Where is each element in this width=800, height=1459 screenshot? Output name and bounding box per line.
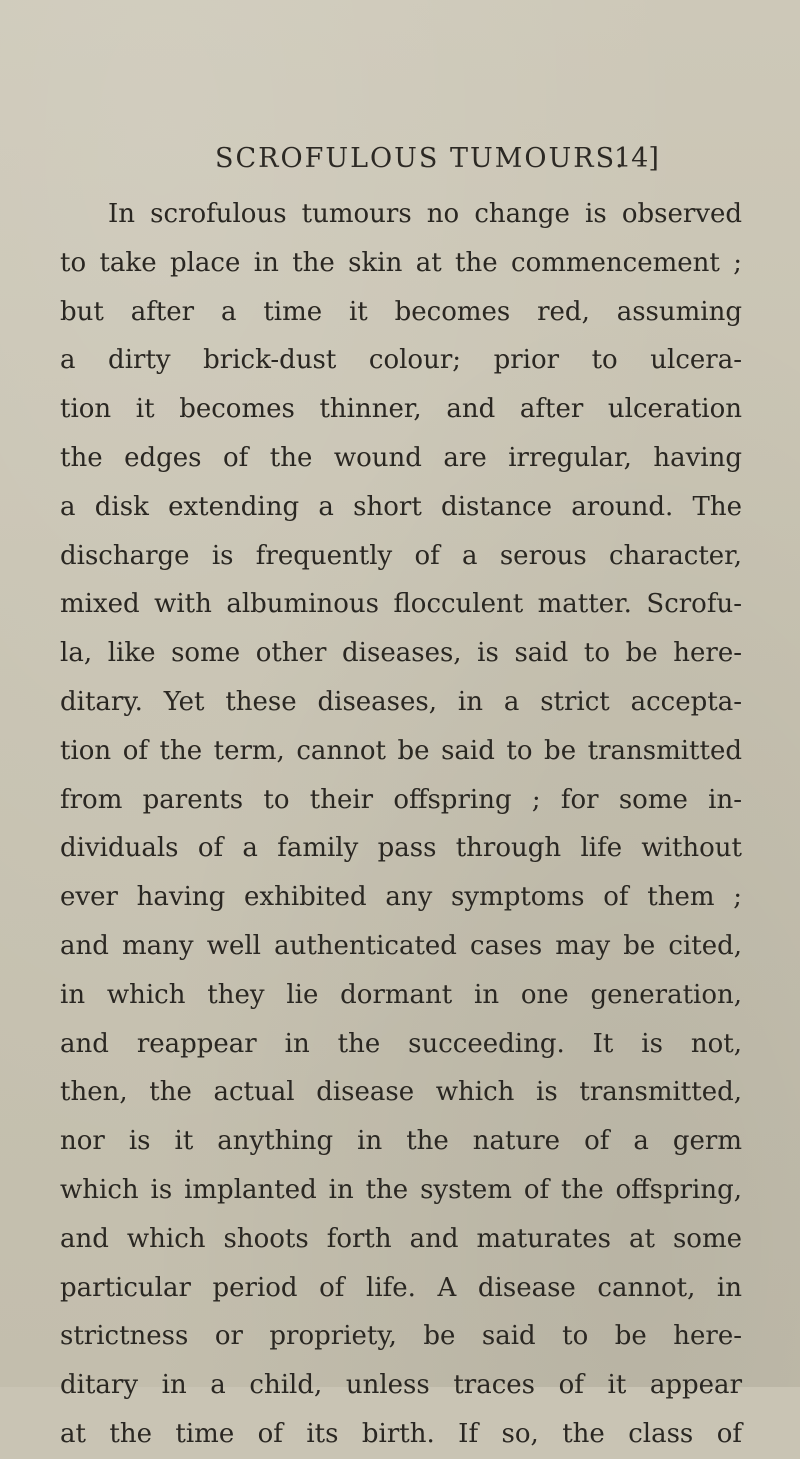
- text-line: and which shoots forth and maturates at some: [60, 1223, 742, 1254]
- text-line: the edges of the wound are irregular, having: [60, 442, 742, 473]
- text-line: to take place in the skin at the commencement ;: [60, 247, 742, 278]
- text-line: but after a time it becomes red, assuming: [60, 296, 742, 327]
- page-number: 14]: [614, 143, 659, 174]
- text-line: then, the actual disease which is transmitted,: [60, 1077, 742, 1108]
- text-line: discharge is frequently of a serous character,: [60, 540, 742, 571]
- text-line: ever having exhibited any symptoms of them ;: [60, 882, 742, 913]
- text-line: ditary in a child, unless traces of it appear: [60, 1370, 742, 1401]
- text-line: from parents to their offspring ; for some in-: [60, 784, 742, 815]
- text-line: dividuals of a family pass through life without: [60, 833, 742, 864]
- text-line: at the time of its birth. If so, the class of: [60, 1418, 742, 1449]
- text-line: which is implanted in the system of the offspring,: [60, 1174, 742, 1205]
- text-line: particular period of life. A disease cannot, in: [60, 1272, 742, 1303]
- text-line: la, like some other diseases, is said to be here-: [60, 638, 742, 669]
- text-line: and reappear in the succeeding. It is not,: [60, 1028, 742, 1059]
- text-line: nor is it anything in the nature of a germ: [60, 1126, 742, 1157]
- text-line: strictness or propriety, be said to be here-: [60, 1321, 742, 1352]
- body-paragraph: [60, 190, 742, 1459]
- text-line: In scrofulous tumours no change is observed: [108, 199, 742, 229]
- text-line: in which they lie dormant in one generation,: [60, 979, 742, 1010]
- text-line: tion it becomes thinner, and after ulceration: [60, 394, 742, 425]
- text-line: ditary. Yet these diseases, in a strict accepta-: [60, 686, 742, 717]
- text-line: and many well authenticated cases may be cited,: [60, 930, 742, 961]
- running-title: SCROFULOUS TUMOURS.: [215, 143, 626, 174]
- text-line: mixed with albuminous flocculent matter. Scrofu-: [60, 589, 742, 620]
- text-line: a dirty brick-dust colour; prior to ulcera-: [60, 345, 742, 376]
- text-line: a disk extending a short distance around. The: [60, 491, 742, 522]
- text-line: tion of the term, cannot be said to be transmitted: [60, 735, 742, 766]
- running-head: [0, 143, 800, 183]
